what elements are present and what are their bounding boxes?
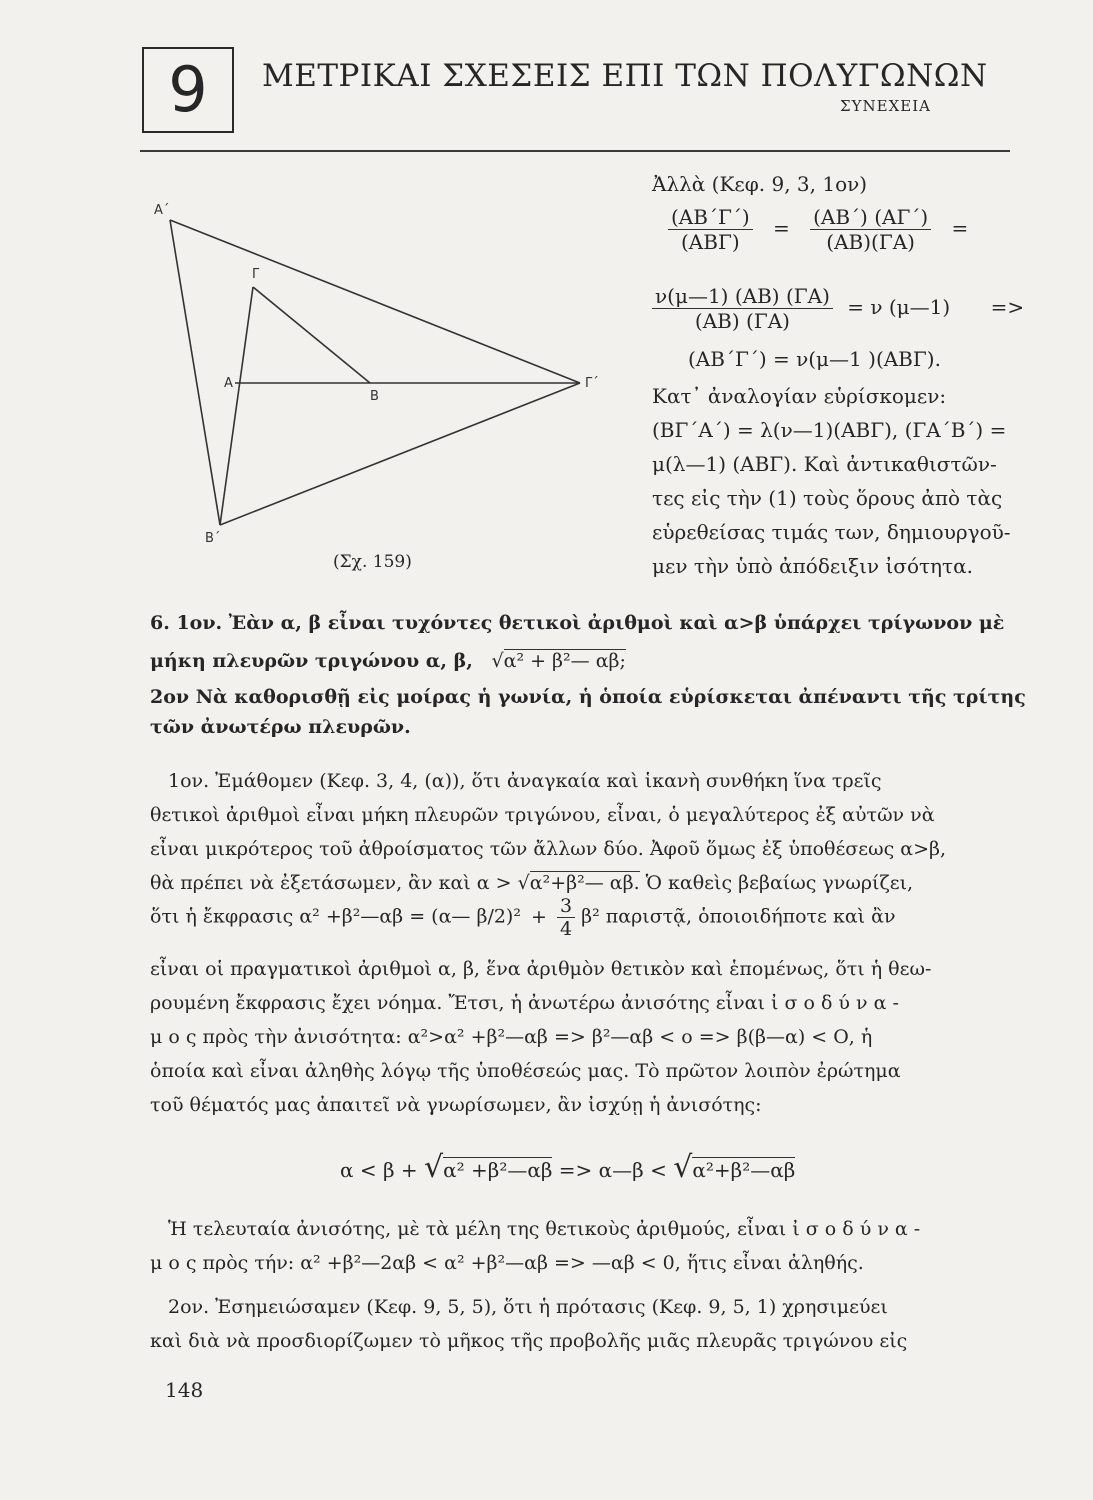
solution-p3-line-1: 2ον. Ἐσημειώσαμεν (Κεφ. 9, 5, 5), ὅτι ἡ πρότασις (Κεφ. 9, 5, 1) χρησιμεύει — [168, 1296, 888, 1318]
geometry-figure — [150, 190, 599, 550]
right-line-2: (ΒΓ΄Α΄) = λ(ν—1)(ΑΒΓ), (ΓΑ΄Β΄) = — [652, 418, 1007, 442]
label-beta-prime: Β΄ — [205, 531, 221, 546]
solution-p1-line-8: μ ο ς πρὸς τὴν ἀνισότητα: α²>α² +β²—αβ => β²—αβ < ο => β(β—α) < Ο, ἡ — [150, 1026, 873, 1048]
problem-line-2: μήκη πλευρῶν τριγώνου α, β, √α² + β²— αβ; — [150, 650, 626, 672]
label-beta: Β — [370, 389, 379, 404]
edge-aprime-gprime — [170, 220, 580, 383]
eq2-arrow: => — [990, 295, 1025, 319]
edge-g-b — [253, 287, 370, 383]
solution-p1-line-10: τοῦ θέματός μας ἀπαιτεῖ νὰ γνωρίσωμεν, ἂν ἰσχύῃ ἡ ἀνισότης: — [150, 1094, 762, 1116]
eq2-den: (ΑΒ) (ΓΑ) — [694, 309, 790, 333]
eq1-tail: = — [951, 216, 969, 240]
label-gamma-prime: Γ΄ — [585, 376, 599, 391]
p1-line4-sqrt: α²+β²— αβ. — [529, 872, 640, 894]
solution-p1-line-5: ὅτι ἡ ἔκφρασις α² +β²—αβ = (α— β/2)² + $\frac{3}{4}$ β² παριστᾷ, ὁποιοιδήποτε καὶ ἂν — [150, 895, 896, 940]
chapter-title: ΜΕΤΡΙΚΑΙ ΣΧΕΣΕΙΣ ΕΠΙ ΤΩΝ ΠΟΛΥΓΩΝΩΝ — [262, 58, 988, 94]
solution-p2-line-1: Ἡ τελευταία ἀνισότης, μὲ τὰ μέλη της θετικοὺς ἀριθμούς, εἶναι ἰ σ ο δ ύ ν α - — [168, 1218, 921, 1240]
problem-line-1: 6. 1ον. Ἐὰν α, β εἶναι τυχόντες θετικοὶ ἀριθμοὶ καὶ α>β ὑπάρχει τρίγωνον μὲ — [150, 612, 1005, 634]
p1-line5-frac-num: 3 — [557, 895, 575, 918]
eq2-rhs: = ν (μ—1) — [847, 295, 951, 319]
solution-p3-line-2: καὶ διὰ νὰ προσδιορίζωμεν τὸ μῆκος τῆς προβολῆς μιᾶς πλευρᾶς τριγώνου εἰς — [150, 1330, 908, 1352]
right-line-6: μεν τὴν ὑπὸ ἀπόδειξιν ἰσότητα. — [652, 554, 973, 578]
edge-bprime-gprime — [220, 383, 580, 525]
display-eq-a: α < β + — [340, 1158, 418, 1182]
eq2-fraction — [652, 284, 833, 333]
display-eq-b: => α—β < — [558, 1158, 667, 1182]
solution-p1-line-4: θὰ πρέπει νὰ ἐξετάσωμεν, ἂν καὶ α > √α²+β²— αβ. Ὁ καθεὶς βεβαίως γνωρίζει, — [150, 872, 914, 894]
p1-line5-frac — [557, 895, 575, 940]
display-eq-sqrt2: α²+β²—αβ — [692, 1158, 796, 1182]
eq1-rhs-num: (ΑΒ΄) (ΑΓ΄) — [810, 205, 931, 230]
page-number: 148 — [165, 1378, 204, 1402]
header-rule — [140, 150, 1010, 152]
solution-p1-line-2: θετικοὶ ἀριθμοὶ εἶναι μήκη πλευρῶν τριγώνου, εἶναι, ὁ μεγαλύτερος ἐξ αὐτῶν νὰ — [150, 804, 935, 826]
right-line-3: μ(λ—1) (ΑΒΓ). Καὶ ἀντικαθιστῶν- — [652, 452, 997, 476]
eq1-equals: = — [772, 216, 790, 240]
solution-p1-line-3: εἶναι μικρότερος τοῦ ἀθροίσματος τῶν ἄλλων δύο. Ἀφοῦ ὅμως ἐξ ὑποθέσεως α>β, — [150, 838, 947, 860]
solution-p2-line-2: μ ο ς πρὸς τήν: α² +β²—2αβ < α² +β²—αβ => —αβ < 0, ἥτις εἶναι ἀληθής. — [150, 1252, 864, 1274]
p1-line5-frac-den: 4 — [559, 918, 573, 940]
label-a-prime: Α΄ — [154, 203, 170, 218]
label-gamma: Γ — [252, 267, 260, 282]
figure-caption: (Σχ. 159) — [333, 552, 412, 572]
p1-line5-paren: (α— β/2)² — [431, 905, 521, 928]
equation-3: (ΑΒ΄Γ΄) = ν(μ—1 )(ΑΒΓ). — [688, 347, 941, 371]
eq1-rhs-den: (ΑΒ)(ΓΑ) — [826, 230, 915, 254]
eq1-lhs — [668, 205, 753, 254]
solution-p1-line-9: ὁποία καὶ εἶναι ἀληθὴς λόγῳ τῆς ὑποθέσεώς μας. Τὸ πρῶτον λοιπὸν ἐρώτημα — [150, 1060, 901, 1082]
eq1-rhs — [810, 205, 931, 254]
display-inequality: α < β + √α² +β²—αβ => α—β < √α²+β²—αβ — [340, 1150, 796, 1185]
equation-1 — [668, 205, 968, 254]
p1-line5-a: ὅτι ἡ ἔκφρασις α² +β²—αβ = — [150, 905, 426, 928]
right-line-4: τες εἰς τὴν (1) τοὺς ὅρους ἀπὸ τὰς — [652, 486, 1003, 510]
problem-line-3: 2ον Νὰ καθορισθῇ εἰς μοίρας ἡ γωνία, ἡ ὁποία εὑρίσκεται ἀπέναντι τῆς τρίτης — [150, 686, 1026, 708]
eq2-num: ν(μ—1) (ΑΒ) (ΓΑ) — [652, 284, 833, 309]
right-intro: Ἀλλὰ (Κεφ. 9, 3, 1ον) — [652, 172, 868, 196]
chapter-subtitle: ΣΥΝΕΧΕΙΑ — [840, 97, 931, 115]
eq1-lhs-den: (ΑΒΓ) — [681, 230, 740, 254]
solution-p1-line-1: 1ον. Ἐμάθομεν (Κεφ. 3, 4, (α)), ὅτι ἀναγκαία καὶ ἱκανὴ συνθήκη ἵνα τρεῖς — [168, 770, 882, 792]
label-alpha: Α — [224, 376, 233, 391]
solution-p1-line-6: εἶναι οἱ πραγματικοὶ ἀριθμοὶ α, β, ἕνα ἀριθμὸν θετικὸν καὶ ἑπομένως, ὅτι ἡ θεω- — [150, 958, 932, 980]
p1-line5-b: β² παριστᾷ, ὁποιοιδήποτε καὶ ἂν — [581, 905, 896, 928]
p1-line4-b: Ὁ καθεὶς βεβαίως γνωρίζει, — [645, 872, 914, 894]
display-eq-sqrt1: α² +β²—αβ — [443, 1158, 553, 1182]
right-line-5: εὑρεθείσας τιμάς των, δημιουργοῦ- — [652, 520, 1011, 544]
chapter-number: 9 — [168, 53, 208, 126]
problem-sqrt: α² + β²— αβ; — [503, 650, 626, 672]
eq1-lhs-num: (ΑΒ΄Γ΄) — [668, 205, 753, 230]
right-line-1: Κατ᾽ ἀναλογίαν εὑρίσκομεν: — [652, 384, 947, 408]
edge-aprime-bprime — [170, 220, 220, 525]
problem-line-2-text: μήκη πλευρῶν τριγώνου α, β, — [150, 650, 473, 672]
p1-line4-a: θὰ πρέπει νὰ ἐξετάσωμεν, ἂν καὶ α > — [150, 872, 512, 894]
chapter-number-box — [142, 47, 234, 133]
equation-2 — [652, 284, 1024, 333]
solution-p1-line-7: ρουμένη ἔκφρασις ἔχει νόημα. Ἔτσι, ἡ ἀνωτέρω ἀνισότης εἶναι ἰ σ ο δ ύ ν α - — [150, 992, 899, 1014]
edge-g-bprime — [220, 287, 253, 525]
problem-line-4: τῶν ἀνωτέρω πλευρῶν. — [150, 716, 411, 738]
